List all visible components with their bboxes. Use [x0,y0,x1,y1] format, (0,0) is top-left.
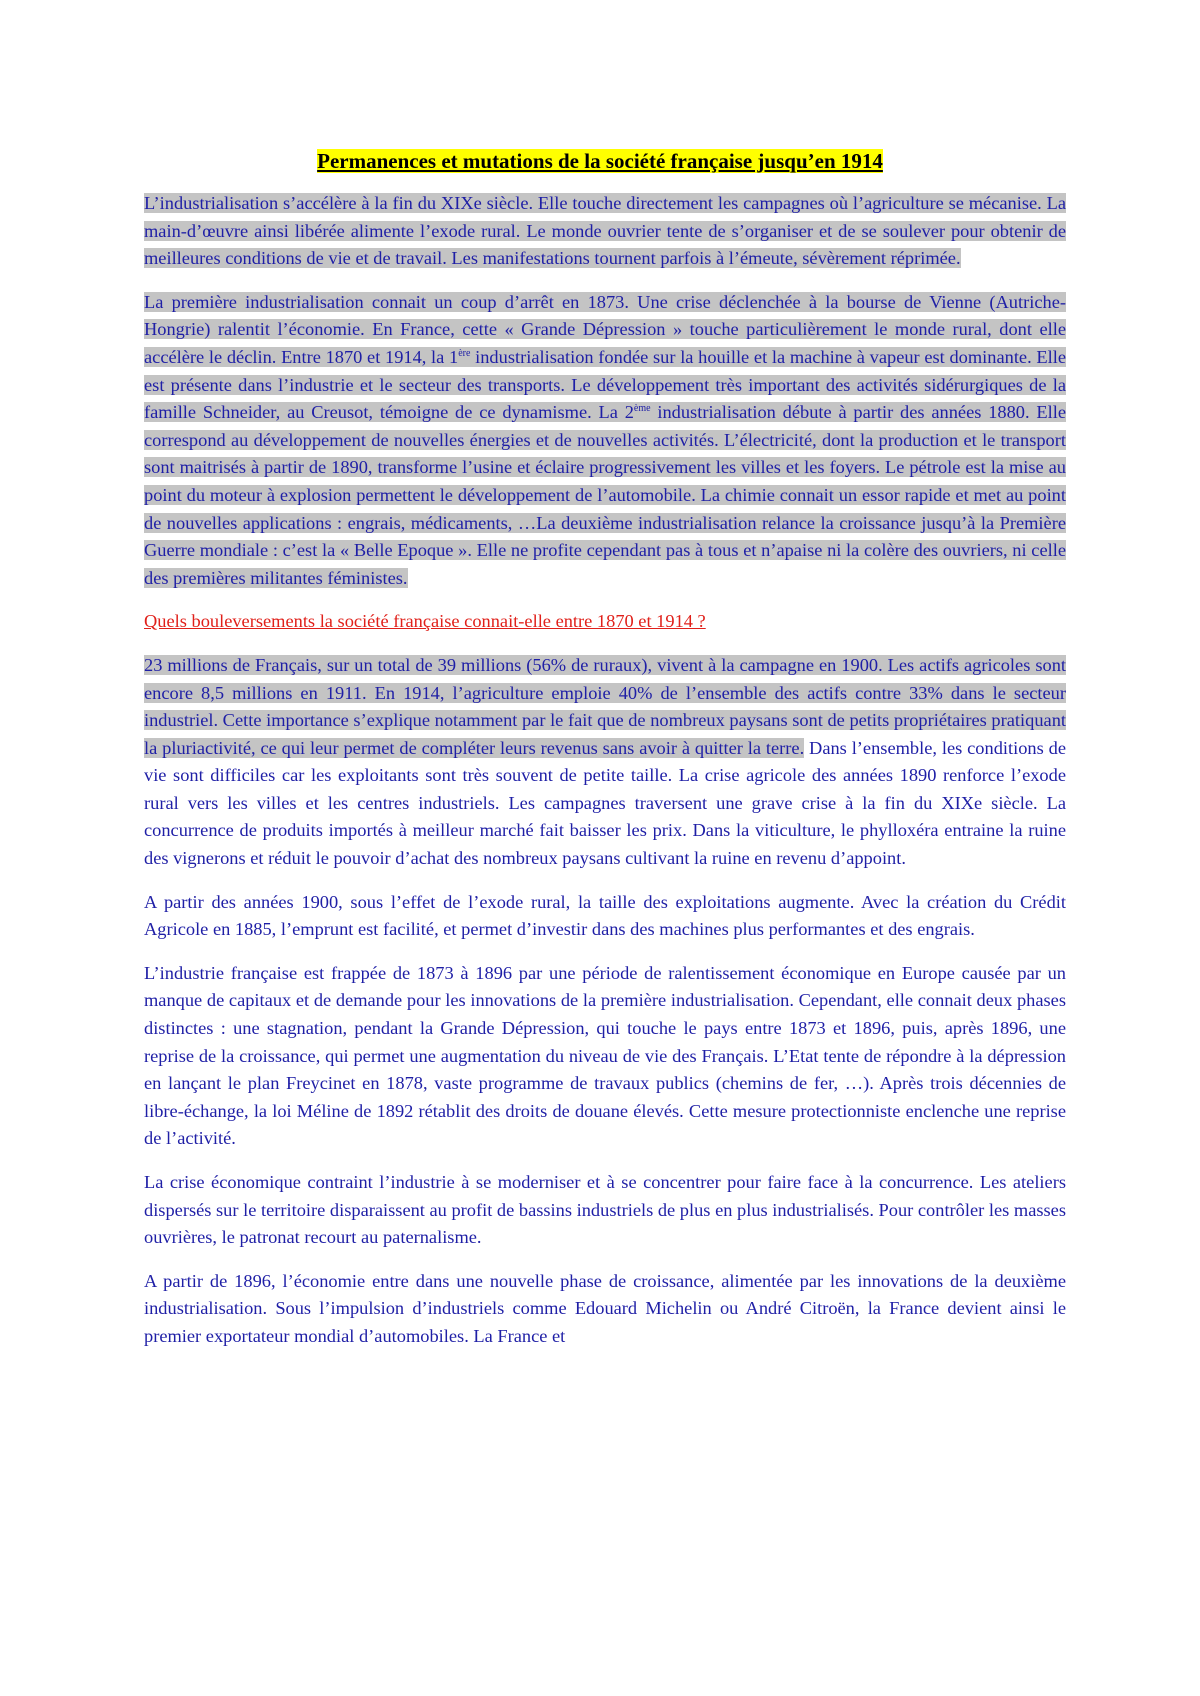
title-text: Permanences et mutations de la société française jusqu’en 1914 [317,149,883,173]
paragraph-3-rest: Dans l’ensemble, les conditions de vie sont difficiles car les exploitants sont très souvent de petite taille. La crise agricole des années 1890 renforce l’exode rural vers les villes et les centres industriels. Les campagnes traversent une grave crise à la fin du XIXe siècle. La concurrence de produits importés à meilleur marché fait baisser les prix. Dans la viticulture, le phylloxéra entraine la ruine des vignerons et réduit le pouvoir d’achat des nombreux paysans cultivant la ruine en revenu d’appoint. [144,737,1066,869]
document-title [0,146,1200,176]
paragraph-2-part-b: industrialisation fondée sur la houille et la machine à vapeur est dominante. Elle est présente dans l’industrie et le secteur des transports. Le développement très important des activités sidérurgiques de la famille Schneider, au Creusot, témoigne de ce dynamisme. La 2 [144,346,1066,423]
document-body [144,190,1066,1367]
paragraph-2-text [144,292,1066,588]
section-question: Quels bouleversements la société française connait-elle entre 1870 et 1914 ? [144,611,706,632]
paragraph-rural-society [144,652,1066,873]
paragraph-3-highlighted: 23 millions de Français, sur un total de 39 millions (56% de ruraux), vivent à la campagne en 1900. Les actifs agricoles sont encore 8,5 millions en 1911. En 1914, l’agriculture emploie 40% de l’ensemble des actifs contre 33% dans le secteur industriel. Cette importance s’explique notamment par le fait que de nombreux paysans sont de petits propriétaires pratiquant la pluriactivité, ce qui leur permet de compléter leurs revenus sans avoir à quitter la terre. [144,654,1066,758]
paragraph-2-part-c: industrialisation débute à partir des années 1880. Elle correspond au développement de nouvelles énergies et de nouvelles activités. L’électricité, dont la production et le transport sont maitrisés à partir de 1890, transforme l’usine et éclaire progressivement les villes et les foyers. Le pétrole est la mise au point du moteur à explosion permettent le développement de l’automobile. La chimie connait un essor rapide et met au point de nouvelles applications : engrais, médicaments, …La deuxième industrialisation relance la croissance jusqu’à la Première Guerre mondiale : c’est la « Belle Epoque ». Elle ne profite cependant pas à tous et n’apaise ni la colère des ouvriers, ni celle des premières militantes féministes. [144,402,1066,588]
paragraph-exploitations: A partir des années 1900, sous l’effet de l’exode rural, la taille des exploitations augmente. Avec la création du Crédit Agricole en 1885, l’emprunt est facilité, et permet d’investir dans des machines plus performantes et des engrais. [144,891,1066,940]
superscript-eme: ème [633,403,651,415]
superscript-ere: ère [458,347,471,359]
paragraph-growth-1896: A partir de 1896, l’économie entre dans une nouvelle phase de croissance, alimentée par les innovations de la deuxième industrialisation. Sous l’impulsion d’industriels comme Edouard Michelin ou André Citroën, la France devient ainsi le premier exportateur mondial d’automobiles. La France et [144,1270,1066,1346]
paragraph-two-industrialisations [144,289,1066,593]
paragraph-2-part-a: La première industrialisation connait un coup d’arrêt en 1873. Une crise déclenchée à la bourse de Vienne (Autriche-Hongrie) ralentit l’économie. En France, cette « Grande Dépression » touche particulièrement le monde rural, dont elle accélère le déclin. Entre 1870 et 1914, la 1 [144,291,1066,367]
paragraph-industrialisation [144,190,1066,273]
paragraph-modernisation: La crise économique contraint l’industrie à se moderniser et à se concentrer pour faire face à la concurrence. Les ateliers dispersés sur le territoire disparaissent au profit de bassins industriels de plus en plus industrialisés. Pour contrôler les masses ouvrières, le patronat recourt au paternalisme. [144,1172,1066,1248]
paragraph-industry-depression: L’industrie française est frappée de 1873 à 1896 par une période de ralentissement économique en Europe causée par un manque de capitaux et de demande pour les innovations de la première industrialisation. Cependant, elle connait deux phases distinctes : une stagnation, pendant la Grande Dépression, qui touche le pays entre 1873 et 1896, puis, après 1896, une reprise de la croissance, qui permet une augmentation du niveau de vie des Français. L’Etat tente de répondre à la dépression en lançant le plan Freycinet en 1878, vaste programme de travaux publics (chemins de fer, …). Après trois décennies de libre-échange, la loi Méline de 1892 rétablit des droits de douane élevés. Cette mesure protectionniste enclenche une reprise de l’activité. [144,962,1066,1149]
paragraph-1-text: L’industrialisation s’accélère à la fin du XIXe siècle. Elle touche directement les campagnes où l’agriculture se mécanise. La main-d’œuvre ainsi libérée alimente l’exode rural. Le monde ouvrier tente de s’organiser et de se soulever pour obtenir de meilleures conditions de vie et de travail. Les manifestations tournent parfois à l’émeute, sévèrement réprimée. [144,193,1066,269]
